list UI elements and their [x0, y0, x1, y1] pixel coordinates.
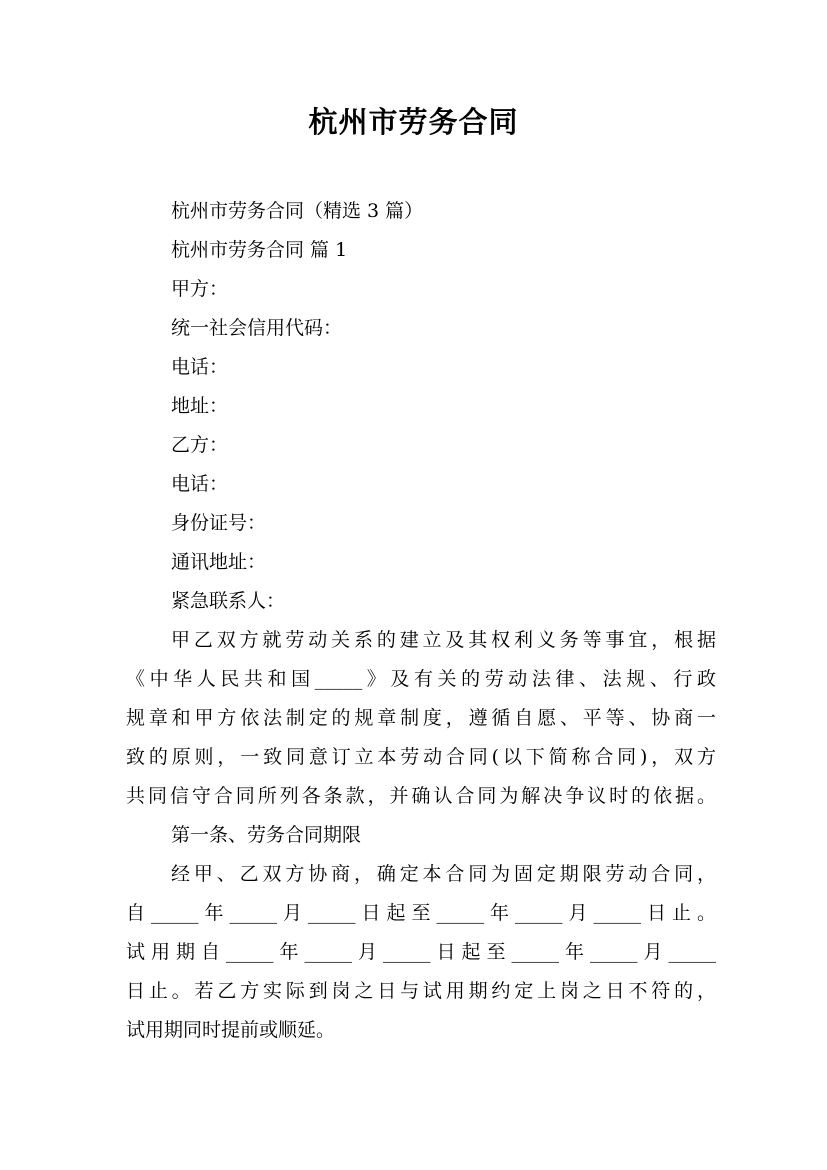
- paragraph-line: 试用期自_____年_____月_____日起至_____年_____月_____: [126, 941, 716, 963]
- party-b-phone-label: 电话：: [171, 473, 229, 495]
- section-heading: 杭州市劳务合同 篇 1: [171, 239, 348, 261]
- subtitle-line: 杭州市劳务合同（精选 3 篇）: [171, 200, 424, 222]
- party-a-address-label: 地址：: [171, 395, 229, 417]
- paragraph-line: 试用期同时提前或顺延。: [126, 1019, 336, 1041]
- article-heading: 第一条、劳务合同期限: [171, 824, 362, 846]
- paragraph-line: 《中华人民共和国_____》及有关的劳动法律、法规、行政: [126, 668, 716, 690]
- paragraph-line: 共同信守合同所列各条款，并确认合同为解决争议时的依据。: [126, 785, 716, 807]
- mailing-address-label: 通讯地址：: [171, 551, 267, 573]
- credit-code-label: 统一社会信用代码：: [171, 317, 343, 339]
- document-title: 杭州市劳务合同: [308, 105, 519, 139]
- paragraph-line: 甲乙双方就劳动关系的建立及其权利义务等事宜，根据: [171, 629, 716, 651]
- party-b-label: 乙方：: [171, 434, 229, 456]
- party-a-label: 甲方：: [171, 278, 229, 300]
- paragraph-line: 致的原则，一致同意订立本劳动合同(以下简称合同)，双方: [126, 746, 716, 768]
- emergency-contact-label: 紧急联系人：: [171, 590, 286, 612]
- paragraph-line: 规章和甲方依法制定的规章制度，遵循自愿、平等、协商一: [126, 707, 716, 729]
- paragraph-line: 自_____年_____月_____日起至_____年_____月_____日止。: [126, 902, 716, 924]
- party-a-phone-label: 电话：: [171, 356, 229, 378]
- paragraph-line: 日止。若乙方实际到岗之日与试用期约定上岗之日不符的，: [126, 980, 716, 1002]
- document-body: [126, 192, 716, 1050]
- paragraph-line: 经甲、乙双方协商，确定本合同为固定期限劳动合同，: [171, 863, 716, 885]
- id-number-label: 身份证号：: [171, 512, 267, 534]
